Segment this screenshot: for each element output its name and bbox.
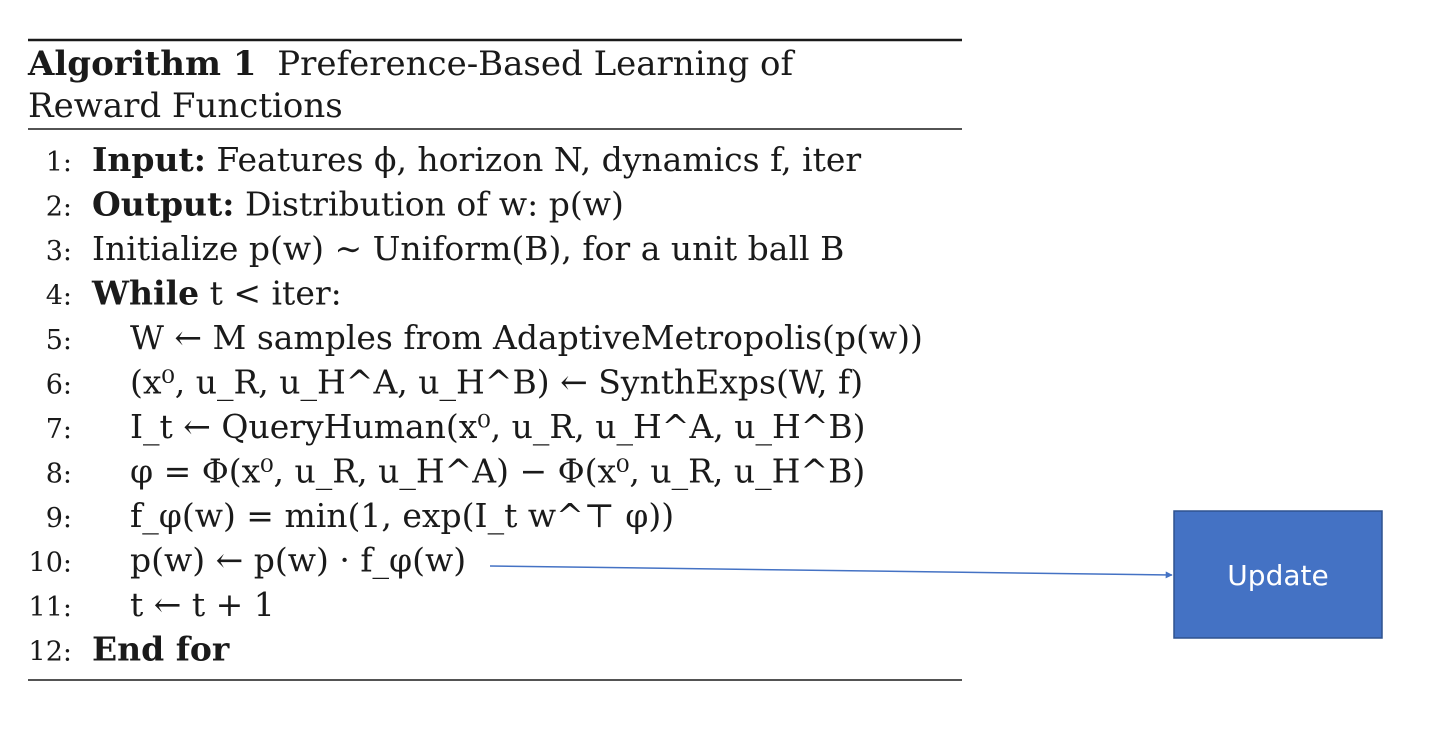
algorithm-line bbox=[29, 585, 275, 624]
algorithm-line bbox=[46, 363, 863, 403]
line-expression: t < iter: bbox=[199, 273, 342, 313]
line-content bbox=[92, 140, 861, 179]
algorithm-label: Algorithm 1 bbox=[28, 44, 257, 84]
line-number: 10: bbox=[28, 547, 72, 579]
line-expression: φ = Φ(x⁰, u_R, u_H^A) − Φ(x⁰, u_R, u_H^B) bbox=[130, 451, 866, 491]
line-content bbox=[130, 363, 863, 403]
algorithm-line bbox=[46, 274, 342, 313]
update-arrow bbox=[490, 566, 1172, 575]
algorithm-lines bbox=[29, 140, 923, 669]
line-content bbox=[130, 407, 866, 447]
line-expression: W ← M samples from AdaptiveMetropolis(p(w)) bbox=[130, 318, 923, 357]
line-expression: t ← t + 1 bbox=[130, 585, 275, 624]
algorithm-line bbox=[29, 541, 467, 581]
algorithm-line bbox=[46, 185, 624, 224]
line-content bbox=[130, 585, 275, 624]
algorithm-title-part1: Preference-Based Learning of bbox=[277, 44, 794, 84]
line-keyword: End for bbox=[92, 629, 230, 669]
line-content bbox=[92, 185, 624, 224]
algorithm-line bbox=[46, 140, 862, 179]
update-label: Update bbox=[1227, 559, 1329, 592]
algorithm-line bbox=[46, 318, 923, 357]
line-content bbox=[92, 630, 230, 669]
line-number: 9: bbox=[45, 503, 72, 534]
algorithm-caption-line2: Reward Functions bbox=[28, 86, 343, 126]
line-number: 7: bbox=[45, 414, 72, 445]
line-expression: (x⁰, u_R, u_H^A, u_H^B) ← SynthExps(W, f) bbox=[130, 362, 864, 402]
algorithm-line bbox=[46, 496, 674, 536]
line-number: 4: bbox=[45, 280, 72, 312]
line-keyword: While bbox=[92, 273, 200, 313]
line-number: 8: bbox=[45, 458, 72, 490]
line-number: 3: bbox=[45, 236, 72, 267]
line-expression: Distribution of w: p(w) bbox=[234, 184, 624, 224]
line-content bbox=[130, 318, 923, 357]
line-keyword: Output: bbox=[92, 184, 235, 224]
line-content bbox=[130, 541, 466, 581]
algorithm-line bbox=[46, 452, 866, 492]
algorithm-caption-line1 bbox=[27, 44, 796, 84]
line-number: 6: bbox=[45, 369, 72, 401]
algorithm-line bbox=[29, 630, 230, 669]
line-content bbox=[130, 496, 674, 536]
line-number: 12: bbox=[28, 636, 72, 668]
line-number: 1: bbox=[45, 147, 72, 178]
algorithm-line bbox=[46, 229, 845, 268]
line-content bbox=[92, 229, 844, 268]
line-number: 5: bbox=[45, 325, 72, 356]
line-keyword: Input: bbox=[92, 140, 206, 179]
line-expression: Initialize p(w) ∼ Uniform(B), for a unit ball B bbox=[92, 229, 845, 268]
line-content bbox=[91, 274, 342, 313]
line-expression: Features ϕ, horizon N, dynamics f, iter bbox=[205, 140, 862, 179]
algorithm-line bbox=[46, 407, 866, 447]
line-expression: f_φ(w) = min(1, exp(I_t w^⊤ φ)) bbox=[130, 496, 675, 535]
line-expression: p(w) ← p(w) · f_φ(w) bbox=[130, 540, 467, 580]
line-expression: I_t ← QueryHuman(x⁰, u_R, u_H^A, u_H^B) bbox=[130, 407, 866, 446]
line-number: 2: bbox=[45, 191, 72, 223]
line-number: 11: bbox=[28, 592, 72, 623]
line-content bbox=[130, 452, 865, 492]
